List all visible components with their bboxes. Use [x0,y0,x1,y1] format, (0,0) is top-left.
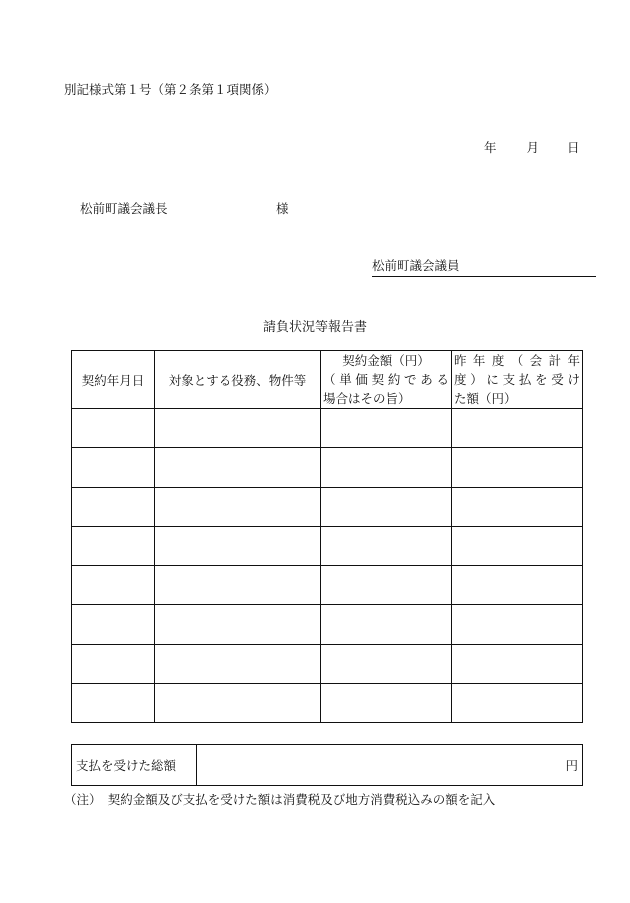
cell-contract-date[interactable] [72,684,155,723]
cell-contract-amount[interactable] [321,644,452,683]
document-title: 請負状況等報告書 [262,320,367,335]
cell-contract-date[interactable] [72,605,155,644]
table-header-row [72,351,583,409]
cell-paid-amount[interactable] [452,409,583,448]
cell-contract-date[interactable] [72,487,155,526]
date-month: 月 [526,140,540,155]
cell-paid-amount[interactable] [452,487,583,526]
table-row [72,684,583,723]
header-paid-amount [452,351,583,409]
reporter-signature-line[interactable] [372,256,596,277]
table-row [72,644,583,683]
cell-target[interactable] [155,605,321,644]
cell-paid-amount[interactable] [452,566,583,605]
cell-contract-date[interactable] [72,448,155,487]
date-line [484,138,580,156]
cell-target[interactable] [155,684,321,723]
cell-contract-date[interactable] [72,526,155,565]
table-row [72,409,583,448]
cell-paid-amount[interactable] [452,644,583,683]
cell-target[interactable] [155,566,321,605]
form-reference: 別記様式第１号（第２条第１項関係） [64,82,277,97]
cell-contract-amount[interactable] [321,487,452,526]
cell-contract-amount[interactable] [321,605,452,644]
cell-target[interactable] [155,487,321,526]
table-row [72,487,583,526]
cell-target[interactable] [155,448,321,487]
cell-paid-amount[interactable] [452,526,583,565]
table-row [72,448,583,487]
total-paid-table [71,744,583,786]
cell-contract-date[interactable] [72,644,155,683]
table-row [72,526,583,565]
cell-paid-amount[interactable] [452,605,583,644]
cell-paid-amount[interactable] [452,684,583,723]
cell-target[interactable] [155,644,321,683]
footnote: （注） 契約金額及び支払を受けた額は消費税及び地方消費税込みの額を記入 [64,792,496,807]
header-paid-line3: た額（円） [454,391,517,406]
header-paid-line1: 昨年度（会計年 [454,353,580,368]
total-amount-field[interactable] [197,745,583,786]
honorific: 様 [276,201,289,216]
recipient: 松前町議会議長 [80,201,168,216]
total-unit: 円 [565,758,578,773]
header-amount-line3: 場合はその旨） [323,391,411,406]
cell-target[interactable] [155,409,321,448]
contract-report-table [71,350,583,723]
header-target: 対象とする役務、物件等 [155,351,321,409]
header-amount-line1: 契約金額（円） [342,353,430,368]
cell-contract-amount[interactable] [321,409,452,448]
cell-contract-amount[interactable] [321,526,452,565]
table-row [72,566,583,605]
cell-target[interactable] [155,526,321,565]
total-row [72,745,583,786]
header-paid-line2: 度）に支払を受け [454,372,580,387]
reporter-label: 松前町議会議員 [372,258,460,273]
cell-contract-amount[interactable] [321,448,452,487]
cell-contract-date[interactable] [72,566,155,605]
cell-contract-amount[interactable] [321,684,452,723]
cell-paid-amount[interactable] [452,448,583,487]
date-day: 日 [567,140,580,155]
date-year: 年 [484,140,497,155]
cell-contract-date[interactable] [72,409,155,448]
table-row [72,605,583,644]
total-label: 支払を受けた総額 [72,745,197,786]
header-contract-date: 契約年月日 [72,351,155,409]
cell-contract-amount[interactable] [321,566,452,605]
header-amount-line2: （単価契約である [323,372,449,387]
header-contract-amount [321,351,452,409]
